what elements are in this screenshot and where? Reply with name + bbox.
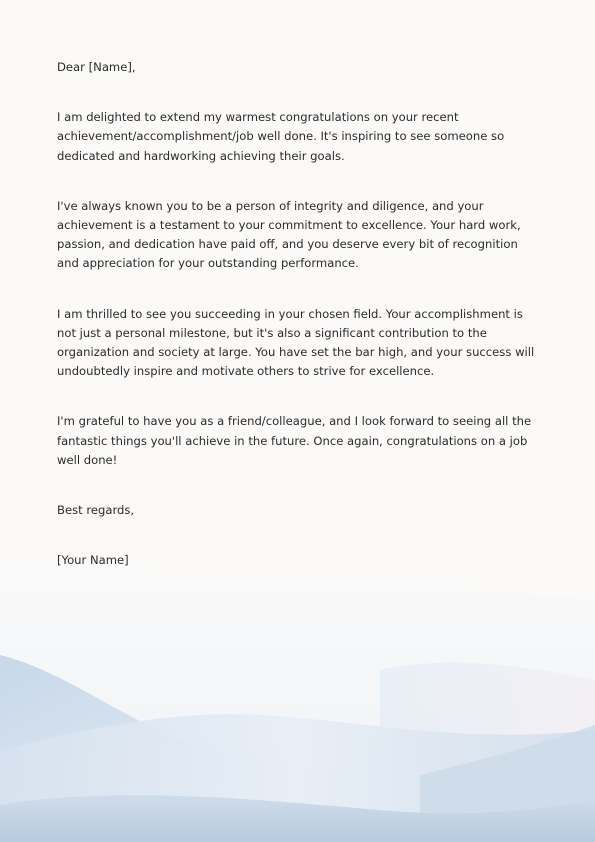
letter-signature: [Your Name] — [57, 553, 129, 568]
letter-paragraph-2: I've always known you to be a person of integrity and diligence, and your achievement is a testament to your commitment to excellence. Your hard work, passion, and dedication have paid off, and you deserve every bit of recognition and appreciation for your outstanding performance. — [57, 198, 521, 271]
letter-paragraph-4: I'm grateful to have you as a friend/colleague, and I look forward to seeing all the fantastic things you'll achieve in the future. Once again, congratulations on a job well done! — [57, 414, 532, 467]
letter-body — [57, 58, 542, 570]
letter-greeting: Dear [Name], — [57, 60, 136, 74]
letter-paragraph-1: I am delighted to extend my warmest congratulations on your recent achievement/accomplishment/job well done. It's inspiring to see someone so dedicated and hardworking achieving their goals. — [57, 110, 505, 163]
letter-closing: Best regards, — [57, 503, 135, 518]
decorative-wave-background — [0, 560, 595, 842]
letter-paragraph-3: I am thrilled to see you succeeding in your chosen field. Your accomplishment is not just a personal milestone, but it's also a significant contribution to the organization and society at large. You have set the bar high, and your success will undoubtedly inspire and motivate others to strive for excellence. — [57, 306, 535, 379]
